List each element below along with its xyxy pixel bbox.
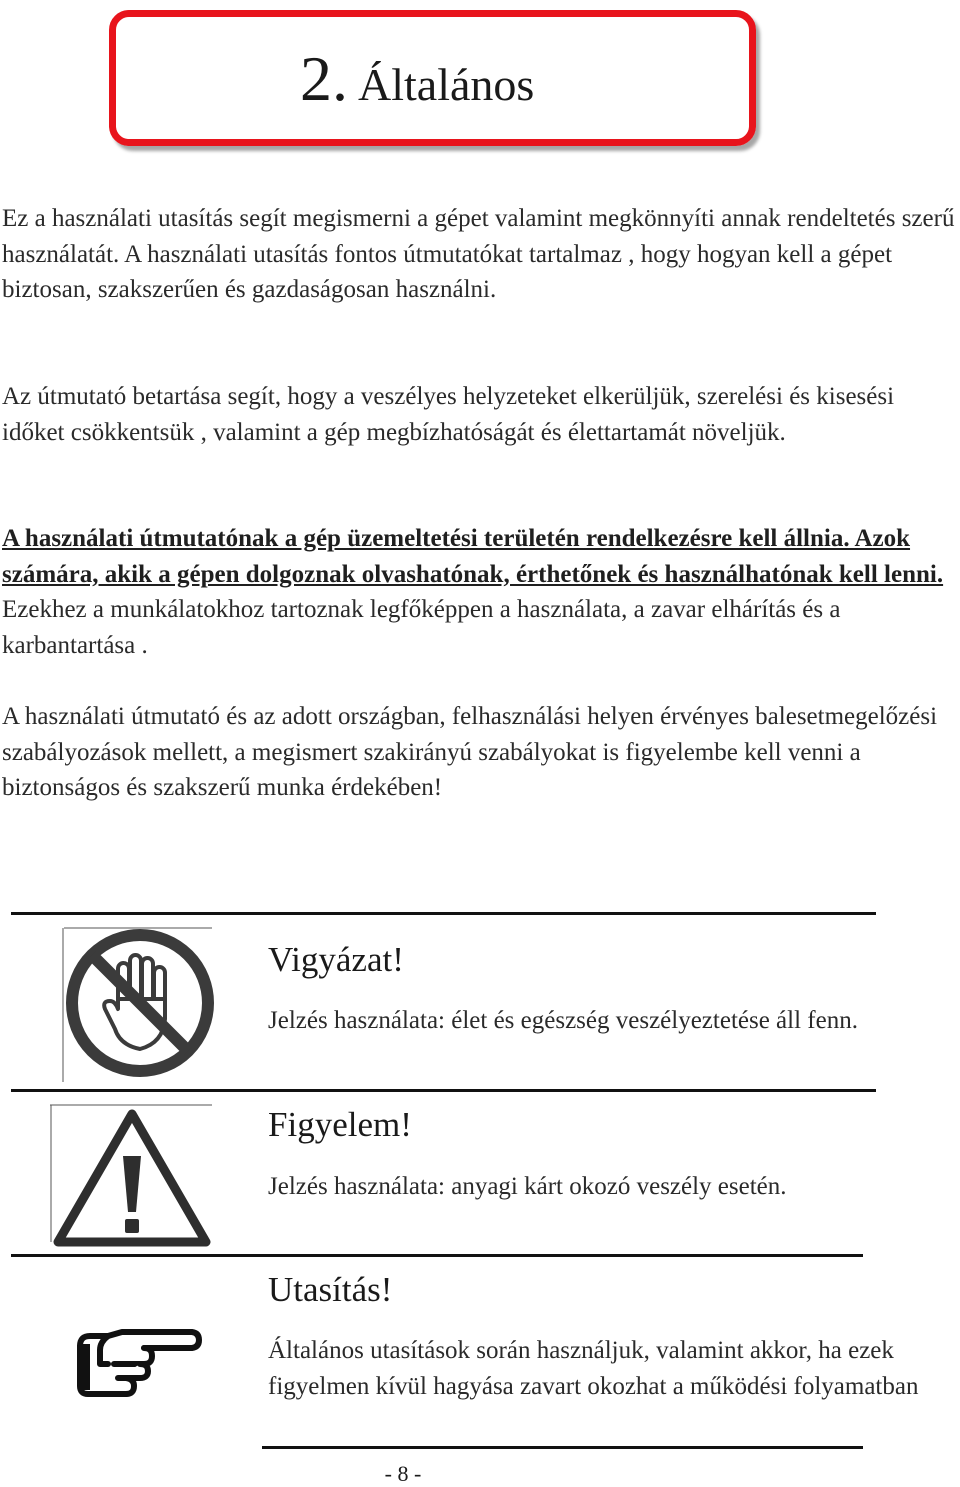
chapter-title: Általános bbox=[358, 59, 535, 110]
chapter-number: 2. bbox=[300, 43, 348, 114]
availability-rest: Ezekhez a munkálatokhoz tartoznak legfőképpen a használata, a zavar elhárítás és a karbantartása . bbox=[2, 596, 841, 659]
purpose-paragraph: Az útmutató betartása segít, hogy a veszélyes helyzeteket elkerüljük, szerelési és kisesési időket csökkentsük , valamint a gép megbízhatóságát és élettartamát növeljük. bbox=[2, 383, 895, 446]
page-number: - 8 - bbox=[384, 1461, 422, 1486]
notice-text: Jelzés használata: anyagi kárt okozó veszély esetén. bbox=[268, 1173, 787, 1200]
divider bbox=[11, 912, 876, 915]
notice-title: Vigyázat! bbox=[268, 940, 404, 979]
availability-paragraph bbox=[2, 521, 960, 663]
notice-text: Általános utasítások során használjuk, valamint akkor, ha ezek figyelmen kívül hagyása zavart okozhat a működési folyamatban bbox=[268, 1337, 919, 1400]
regulations-paragraph: A használati útmutató és az adott országban, felhasználási helyen érvényes balesetmegelőzési szabályozások mellett, a megismert szakirányú szabályokat is figyelembe kell venni a biztonságos és szakszerű munka érdekében! bbox=[2, 703, 938, 802]
divider bbox=[11, 1254, 863, 1257]
availability-emphasis: A használati útmutatónak a gép üzemeltetési területén rendelkezésre kell állnia. Azok számára, akik a gépen dolgoznak olvashatónak, érthetőnek és használhatónak kell lenni. bbox=[2, 525, 944, 588]
divider bbox=[262, 1446, 863, 1449]
intro-paragraph: Ez a használati utasítás segít megismerni a gépet valamint megkönnyíti annak rendeltetés szerű használatát. A használati utasítás fontos útmutatókat tartalmaz , hogy hogyan kell a gépet biztosan, szakszerűen és gazdaságosan használni. bbox=[2, 205, 955, 304]
notice-title: Figyelem! bbox=[268, 1105, 412, 1144]
pointing-hand-icon bbox=[74, 1328, 202, 1400]
no-hand-icon bbox=[58, 925, 218, 1085]
page-title bbox=[300, 42, 534, 116]
notice-title: Utasítás! bbox=[268, 1270, 393, 1309]
warning-triangle-icon bbox=[50, 1102, 214, 1248]
divider bbox=[11, 1089, 876, 1092]
notice-text: Jelzés használata: élet és egészség veszélyeztetése áll fenn. bbox=[268, 1007, 858, 1034]
